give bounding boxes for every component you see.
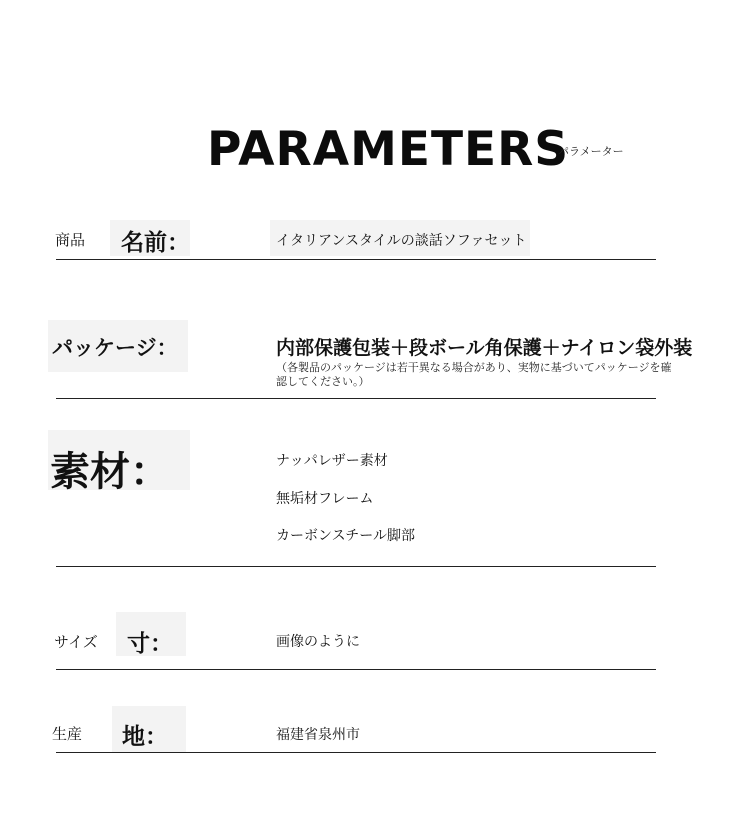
divider: [56, 259, 656, 260]
value-material-1: ナッパレザー素材: [276, 453, 388, 469]
label-origin-prefix: 生産: [52, 725, 83, 743]
value-size: 画像のように: [276, 634, 360, 650]
value-package: 内部保護包装＋段ボール角保護＋ナイロン袋外装: [276, 337, 693, 359]
label-origin: 地：: [122, 724, 168, 750]
value-material-3: カーボンスチール脚部: [276, 528, 416, 544]
value-material-2: 無垢材フレーム: [276, 491, 374, 507]
divider: [56, 669, 656, 670]
divider: [56, 566, 656, 567]
label-package: パッケージ：: [52, 336, 178, 360]
divider: [56, 752, 656, 753]
value-origin: 福建省泉州市: [276, 727, 360, 743]
note-package: （各製品のパッケージは若干異なる場合があり、実物に基づいてパッケージを確認してください。）: [276, 361, 672, 388]
divider: [56, 398, 656, 399]
value-product-name: イタリアンスタイルの談話ソファセット: [276, 233, 527, 249]
label-product-prefix: 商品: [55, 231, 86, 249]
page-subtitle: パラメーター: [558, 145, 624, 158]
label-size-prefix: サイズ: [54, 633, 98, 651]
page-title: PARAMETERS: [207, 122, 570, 177]
label-product-name: 名前：: [121, 230, 190, 256]
label-material: 素材：: [50, 449, 170, 495]
label-size: 寸：: [127, 631, 173, 657]
